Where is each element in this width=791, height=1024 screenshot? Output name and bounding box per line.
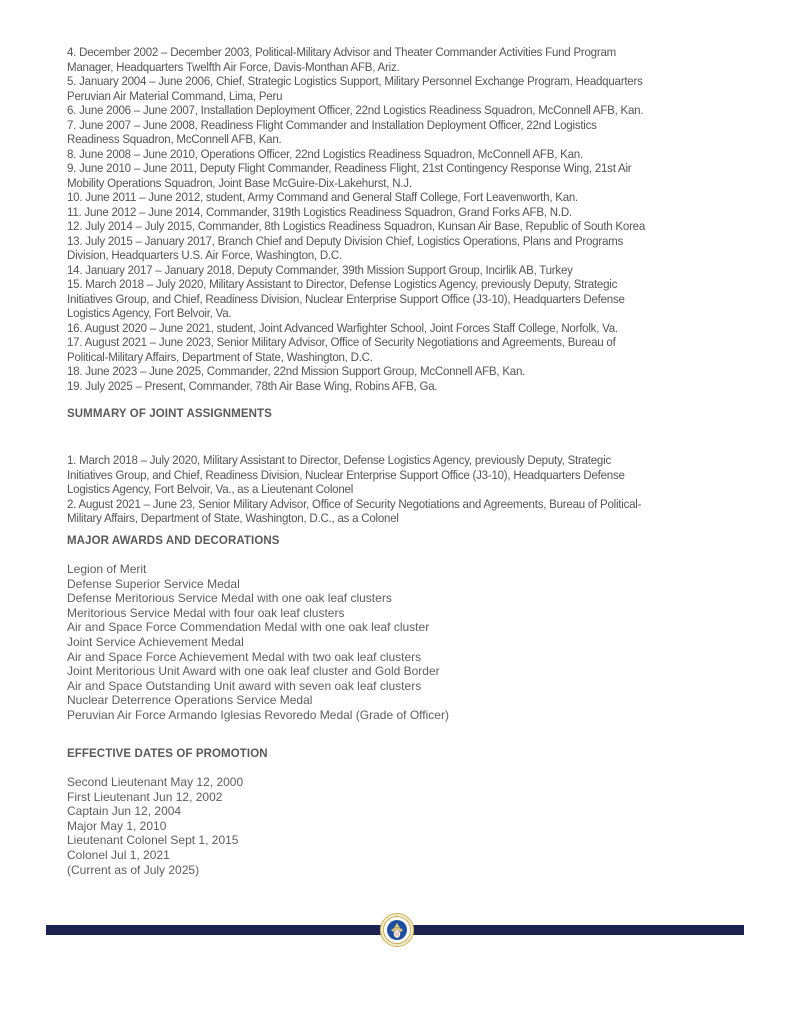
assignment-line: 16. August 2020 – June 2021, student, Joint Advanced Warfighter School, Joint Forces Staff College, Norfolk, Va. [67, 320, 618, 335]
promotion-item: Colonel Jul 1, 2021 [67, 847, 170, 862]
award-item: Air and Space Outstanding Unit award with seven oak leaf clusters [67, 678, 422, 693]
assignment-line: Manager, Headquarters Twelfth Air Force, Davis-Monthan AFB, Ariz. [67, 59, 400, 74]
assignment-line: 17. August 2021 – June 2023, Senior Military Advisor, Office of Security Negotiations and Agreements, Bureau of [67, 335, 616, 349]
assignment-line: Logistics Agency, Fort Belvoir, Va. [67, 306, 232, 320]
joint-assignments-list [67, 453, 727, 526]
promotion-item: (Current as of July 2025) [67, 862, 200, 877]
award-item: Nuclear Deterrence Operations Service Medal [67, 693, 313, 708]
assignment-line: Division, Headquarters U.S. Air Force, Washington, D.C. [67, 248, 342, 262]
assignment-line: Peruvian Air Material Command, Lima, Peru [67, 88, 283, 103]
joint-assignment-line: Logistics Agency, Fort Belvoir, Va., as a Lieutenant Colonel [67, 482, 354, 496]
assignment-line: 18. June 2023 – June 2025, Commander, 22nd Mission Support Group, McConnell AFB, Kan. [67, 364, 526, 378]
assignment-line: 15. March 2018 – July 2020, Military Assistant to Director, Defense Logistics Agency, previously Deputy, Strategic [67, 277, 618, 291]
assignment-line: 5. January 2004 – June 2006, Chief, Strategic Logistics Support, Military Personnel Exchange Program, Headquarters [67, 74, 643, 88]
assignment-line: 19. July 2025 – Present, Commander, 78th Air Base Wing, Robins AFB, Ga. [67, 378, 438, 393]
assignment-line: Readiness Squadron, McConnell AFB, Kan. [67, 132, 282, 146]
joint-assignment-line: Initiatives Group, and Chief, Readiness Division, Nuclear Enterprise Support Office (J3-10), Headquarters Defense [67, 467, 625, 482]
award-item: Meritorious Service Medal with four oak leaf clusters [67, 605, 345, 620]
assignment-line: 14. January 2017 – January 2018, Deputy Commander, 39th Mission Support Group, Incirlik AB, Turkey [67, 262, 573, 277]
assignment-line: 12. July 2014 – July 2015, Commander, 8th Logistics Readiness Squadron, Kunsan Air Base, Republic of South Korea [67, 219, 646, 233]
award-item: Defense Meritorious Service Medal with one oak leaf clusters [67, 591, 392, 606]
assignment-line: Initiatives Group, and Chief, Readiness Division, Nuclear Enterprise Support Office (J3-10), Headquarters Defense [67, 291, 625, 306]
assignment-line: Mobility Operations Squadron, Joint Base McGuire-Dix-Lakehurst, N.J. [67, 175, 412, 190]
promotion-item: Major May 1, 2010 [67, 818, 167, 833]
promotion-item: Lieutenant Colonel Sept 1, 2015 [67, 833, 239, 848]
award-item: Defense Superior Service Medal [67, 576, 240, 591]
joint-assignment-line: Military Affairs, Department of State, Washington, D.C., as a Colonel [67, 511, 399, 525]
promotions-heading: EFFECTIVE DATES OF PROMOTION [67, 748, 268, 760]
award-item: Air and Space Force Achievement Medal with two oak leaf clusters [67, 649, 422, 664]
joint-assignment-line: 1. March 2018 – July 2020, Military Assistant to Director, Defense Logistics Agency, previously Deputy, Strategic [67, 453, 611, 467]
promotions-list [67, 775, 727, 877]
promotion-item: First Lieutenant Jun 12, 2002 [67, 789, 223, 804]
joint-assignment-line: 2. August 2021 – June 23, Senior Military Advisor, Office of Security Negotiations and Agreements, Bureau of Political- [67, 496, 642, 511]
promotion-item: Second Lieutenant May 12, 2000 [67, 775, 244, 789]
award-item: Joint Meritorious Unit Award with one oak leaf cluster and Gold Border [67, 664, 440, 679]
assignment-line: 11. June 2012 – June 2014, Commander, 319th Logistics Readiness Squadron, Grand Forks AFB, N.D. [67, 204, 572, 219]
assignment-line: 9. June 2010 – June 2011, Deputy Flight Commander, Readiness Flight, 21st Contingency Response Wing, 21st Air [67, 161, 632, 175]
awards-list [67, 562, 727, 723]
award-item: Peruvian Air Force Armando Iglesias Revoredo Medal (Grade of Officer) [67, 707, 449, 722]
assignment-line: 6. June 2006 – June 2007, Installation Deployment Officer, 22nd Logistics Readiness Squadron, McConnell AFB, Kan. [67, 103, 644, 117]
assignment-line: Political-Military Affairs, Department of State, Washington, D.C. [67, 349, 373, 364]
air-force-seal-icon [380, 913, 414, 947]
assignment-line: 8. June 2008 – June 2010, Operations Officer, 22nd Logistics Readiness Squadron, McConnell AFB, Kan. [67, 146, 583, 161]
award-item: Joint Service Achievement Medal [67, 634, 244, 649]
assignment-line: 10. June 2011 – June 2012, student, Army Command and General Staff College, Fort Leavenworth, Kan. [67, 190, 579, 204]
award-item: Air and Space Force Commendation Medal with one oak leaf cluster [67, 620, 430, 635]
awards-heading: MAJOR AWARDS AND DECORATIONS [67, 535, 280, 547]
assignment-line: 13. July 2015 – January 2017, Branch Chief and Deputy Division Chief, Logistics Operations, Plans and Programs [67, 233, 624, 248]
assignment-line: 7. June 2007 – June 2008, Readiness Flight Commander and Installation Deployment Officer, 22nd Logistics [67, 117, 597, 132]
promotion-item: Captain Jun 12, 2004 [67, 804, 182, 819]
joint-assignments-heading: SUMMARY OF JOINT ASSIGNMENTS [67, 408, 272, 420]
assignment-line: 4. December 2002 – December 2003, Political-Military Advisor and Theater Commander Activities Fund Program [67, 45, 617, 59]
assignments-list [67, 45, 727, 393]
award-item: Legion of Merit [67, 562, 147, 576]
